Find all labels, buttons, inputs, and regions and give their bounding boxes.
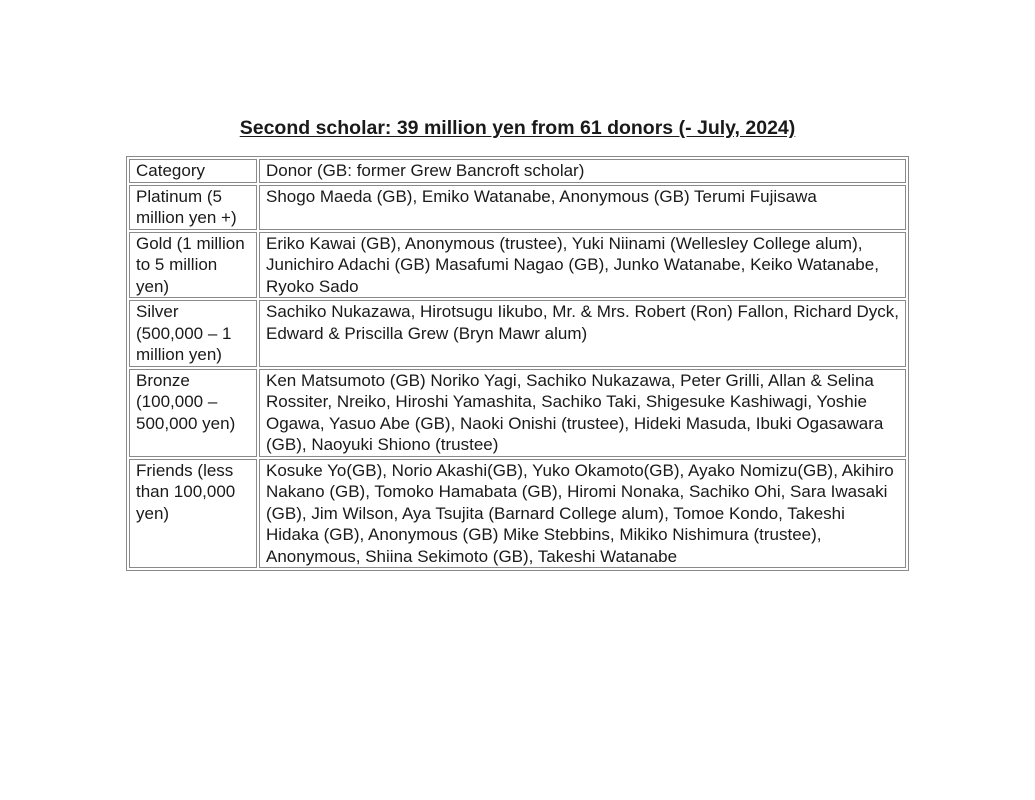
- category-cell: Bronze (100,000 – 500,000 yen): [129, 369, 257, 457]
- category-cell: Silver (500,000 – 1 million yen): [129, 300, 257, 367]
- table-row-friends: [129, 459, 906, 569]
- category-cell: Friends (less than 100,000 yen): [129, 459, 257, 569]
- table-row-gold: [129, 232, 906, 299]
- table-row-platinum: [129, 185, 906, 230]
- page-title: [0, 116, 1035, 140]
- table-row-bronze: [129, 369, 906, 457]
- header-category: Category: [129, 159, 257, 183]
- page-title-text: Second scholar: 39 million yen from 61 donors (- July, 2024): [239, 117, 796, 139]
- header-donor: Donor (GB: former Grew Bancroft scholar): [259, 159, 906, 183]
- donor-table: [126, 156, 909, 571]
- donors-cell: Sachiko Nukazawa, Hirotsugu Iikubo, Mr. & Mrs. Robert (Ron) Fallon, Richard Dyck, Edward & Priscilla Grew (Bryn Mawr alum): [259, 300, 906, 367]
- donors-cell: Ken Matsumoto (GB) Noriko Yagi, Sachiko Nukazawa, Peter Grilli, Allan & Selina Rossiter, Nreiko, Hiroshi Yamashita, Sachiko Taki, Shigesuke Kashiwagi, Yoshie Ogawa, Yasuo Abe (GB), Naoki Onishi (trustee), Hideki Masuda, Ibuki Ogasawara (GB), Naoyuki Shiono (trustee): [259, 369, 906, 457]
- donors-cell: Kosuke Yo(GB), Norio Akashi(GB), Yuko Okamoto(GB), Ayako Nomizu(GB), Akihiro Nakano (GB), Tomoko Hamabata (GB), Hiromi Nonaka, Sachiko Ohi, Sara Iwasaki (GB), Jim Wilson, Aya Tsujita (Barnard College alum), Tomoe Kondo, Takeshi Hidaka (GB), Anonymous (GB) Mike Stebbins, Mikiko Nishimura (trustee), Anonymous, Shiina Sekimoto (GB), Takeshi Watanabe: [259, 459, 906, 569]
- category-cell: Gold (1 million to 5 million yen): [129, 232, 257, 299]
- table-header-row: [129, 159, 906, 183]
- donors-cell: Eriko Kawai (GB), Anonymous (trustee), Yuki Niinami (Wellesley College alum), Junichiro Adachi (GB) Masafumi Nagao (GB), Junko Watanabe, Keiko Watanabe, Ryoko Sado: [259, 232, 906, 299]
- donors-cell: Shogo Maeda (GB), Emiko Watanabe, Anonymous (GB) Terumi Fujisawa: [259, 185, 906, 230]
- category-cell: Platinum (5 million yen +): [129, 185, 257, 230]
- table-row-silver: [129, 300, 906, 367]
